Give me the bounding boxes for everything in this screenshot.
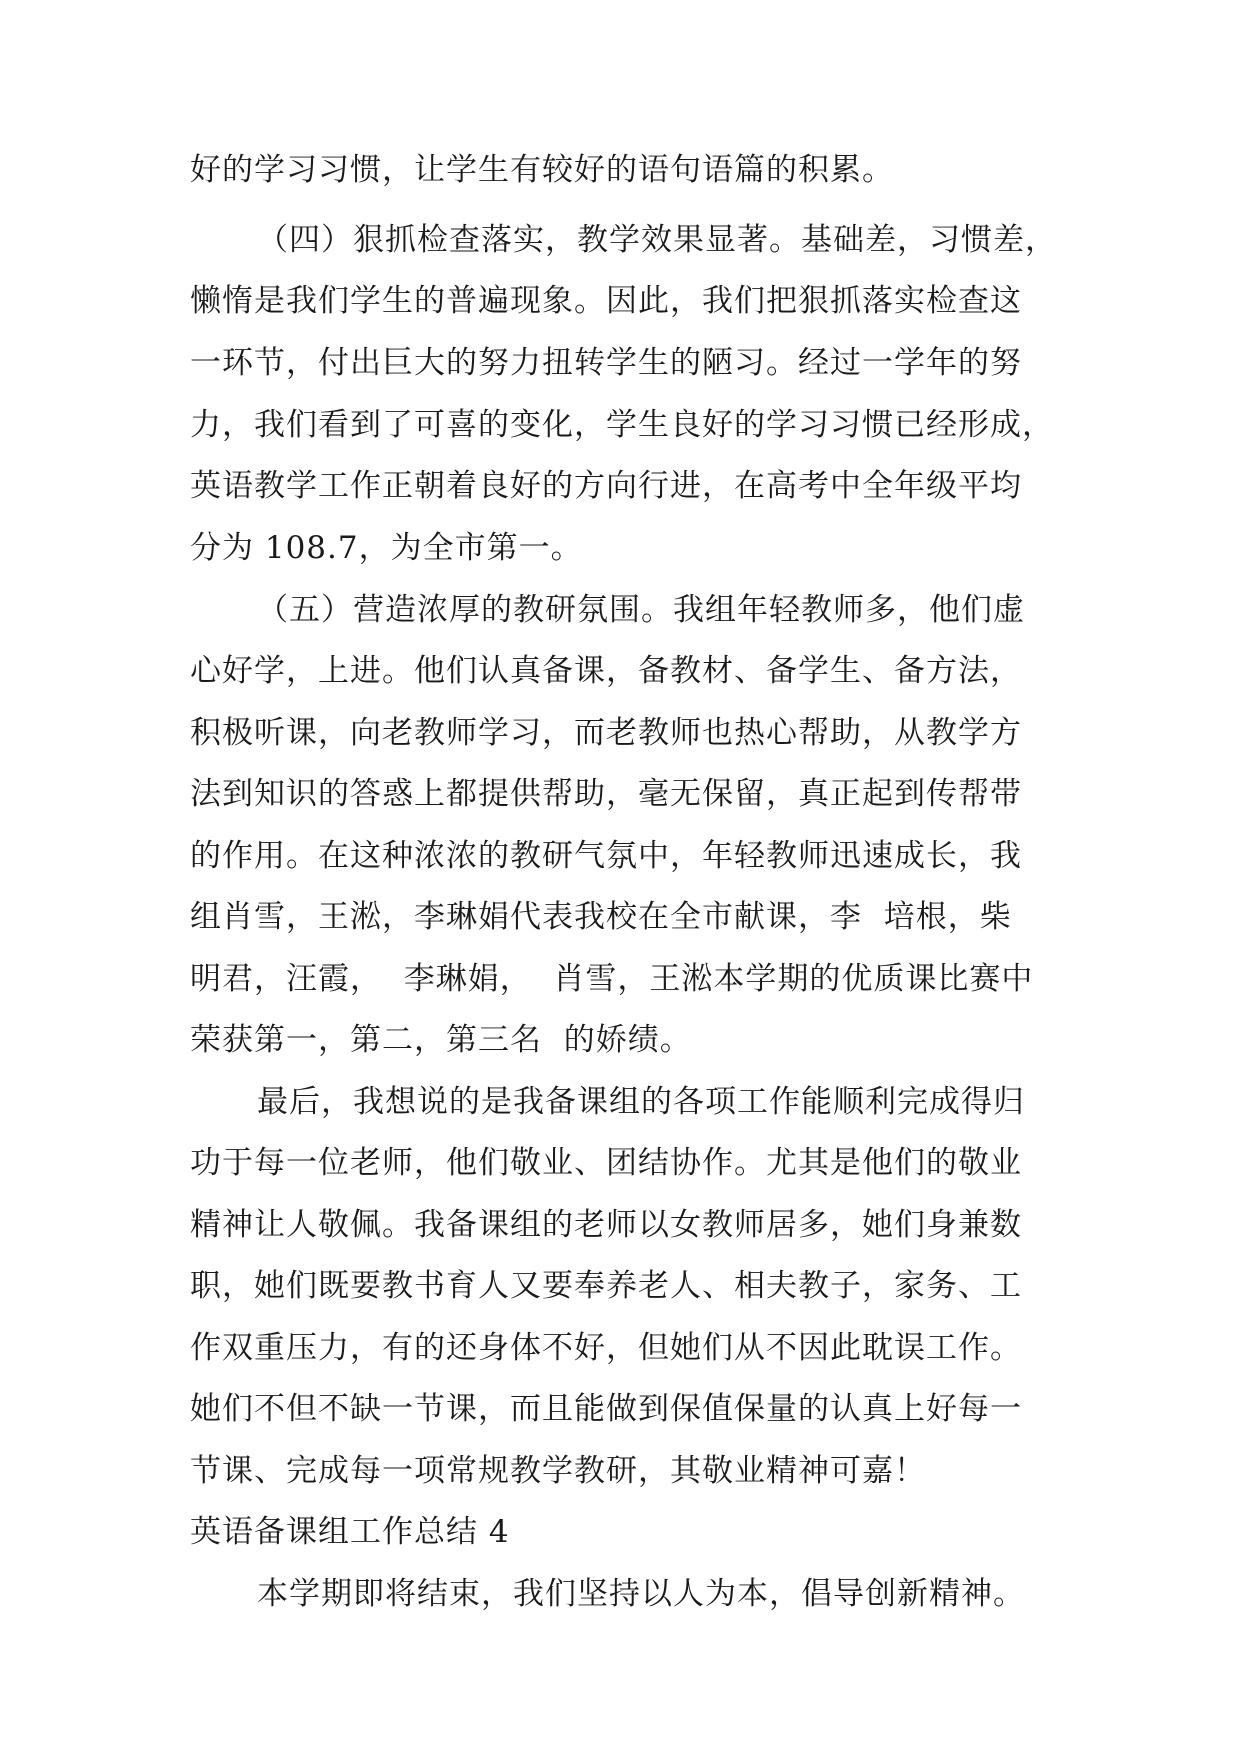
text-line: 一环节，付出巨大的努力扭转学生的陋习。经过一学年的努 <box>190 345 1022 381</box>
text-line: 分为 108.7，为全市第一。 <box>190 530 583 566</box>
text-line: （五）营造浓厚的教研氛围。我组年轻教师多，他们虚 <box>257 592 1025 628</box>
text-line: 积极听课，向老教师学习，而老教师也热心帮助，从教学方 <box>190 715 1022 751</box>
text-line: （四）狠抓检查落实，教学效果显著。基础差，习惯差， <box>257 222 1057 258</box>
text-line: 荣获第一，第二，第三名 的娇绩。 <box>190 1022 692 1058</box>
text-line: 最后，我想说的是我备课组的各项工作能顺利完成得归 <box>257 1084 1025 1120</box>
text-line: 本学期即将结束，我们坚持以人为本，倡导创新精神。 <box>257 1576 1025 1612</box>
text-line: 英语教学工作正朝着良好的方向行进，在高考中全年级平均 <box>190 468 1022 504</box>
text-line: 的作用。在这种浓浓的教研气氛中，年轻教师迅速成长，我 <box>190 838 1022 874</box>
text-line: 法到知识的答惑上都提供帮助，毫无保留，真正起到传帮带 <box>190 776 1022 812</box>
text-line: 好的学习习惯，让学生有较好的语句语篇的积累。 <box>190 152 894 188</box>
text-line: 作双重压力，有的还身体不好，但她们从不因此耽误工作。 <box>190 1330 1022 1366</box>
text-line: 力，我们看到了可喜的变化，学生良好的学习习惯已经形成， <box>190 407 1054 443</box>
text-line: 她们不但不缺一节课，而且能做到保值保量的认真上好每一 <box>190 1391 1022 1427</box>
text-line: 节课、完成每一项常规教学教研，其敬业精神可嘉！ <box>190 1453 926 1489</box>
text-line: 懒惰是我们学生的普遍现象。因此，我们把狠抓落实检查这 <box>190 283 1022 319</box>
section-heading: 英语备课组工作总结 4 <box>190 1514 510 1550</box>
text-line: 精神让人敬佩。我备课组的老师以女教师居多，她们身兼数 <box>190 1207 1022 1243</box>
text-line: 明君，汪霞， 李琳娟， 肖雪，王淞本学期的优质课比赛中 <box>190 961 1034 997</box>
text-line: 职，她们既要教书育人又要奉养老人、相夫教子，家务、工 <box>190 1268 1022 1304</box>
text-line: 功于每一位老师，他们敬业、团结协作。尤其是他们的敬业 <box>190 1145 1022 1181</box>
text-line: 组肖雪，王淞，李琳娟代表我校在全市献课，李 培根，柴 <box>190 899 1012 935</box>
text-line: 心好学，上进。他们认真备课，备教材、备学生、备方法， <box>190 653 1022 689</box>
